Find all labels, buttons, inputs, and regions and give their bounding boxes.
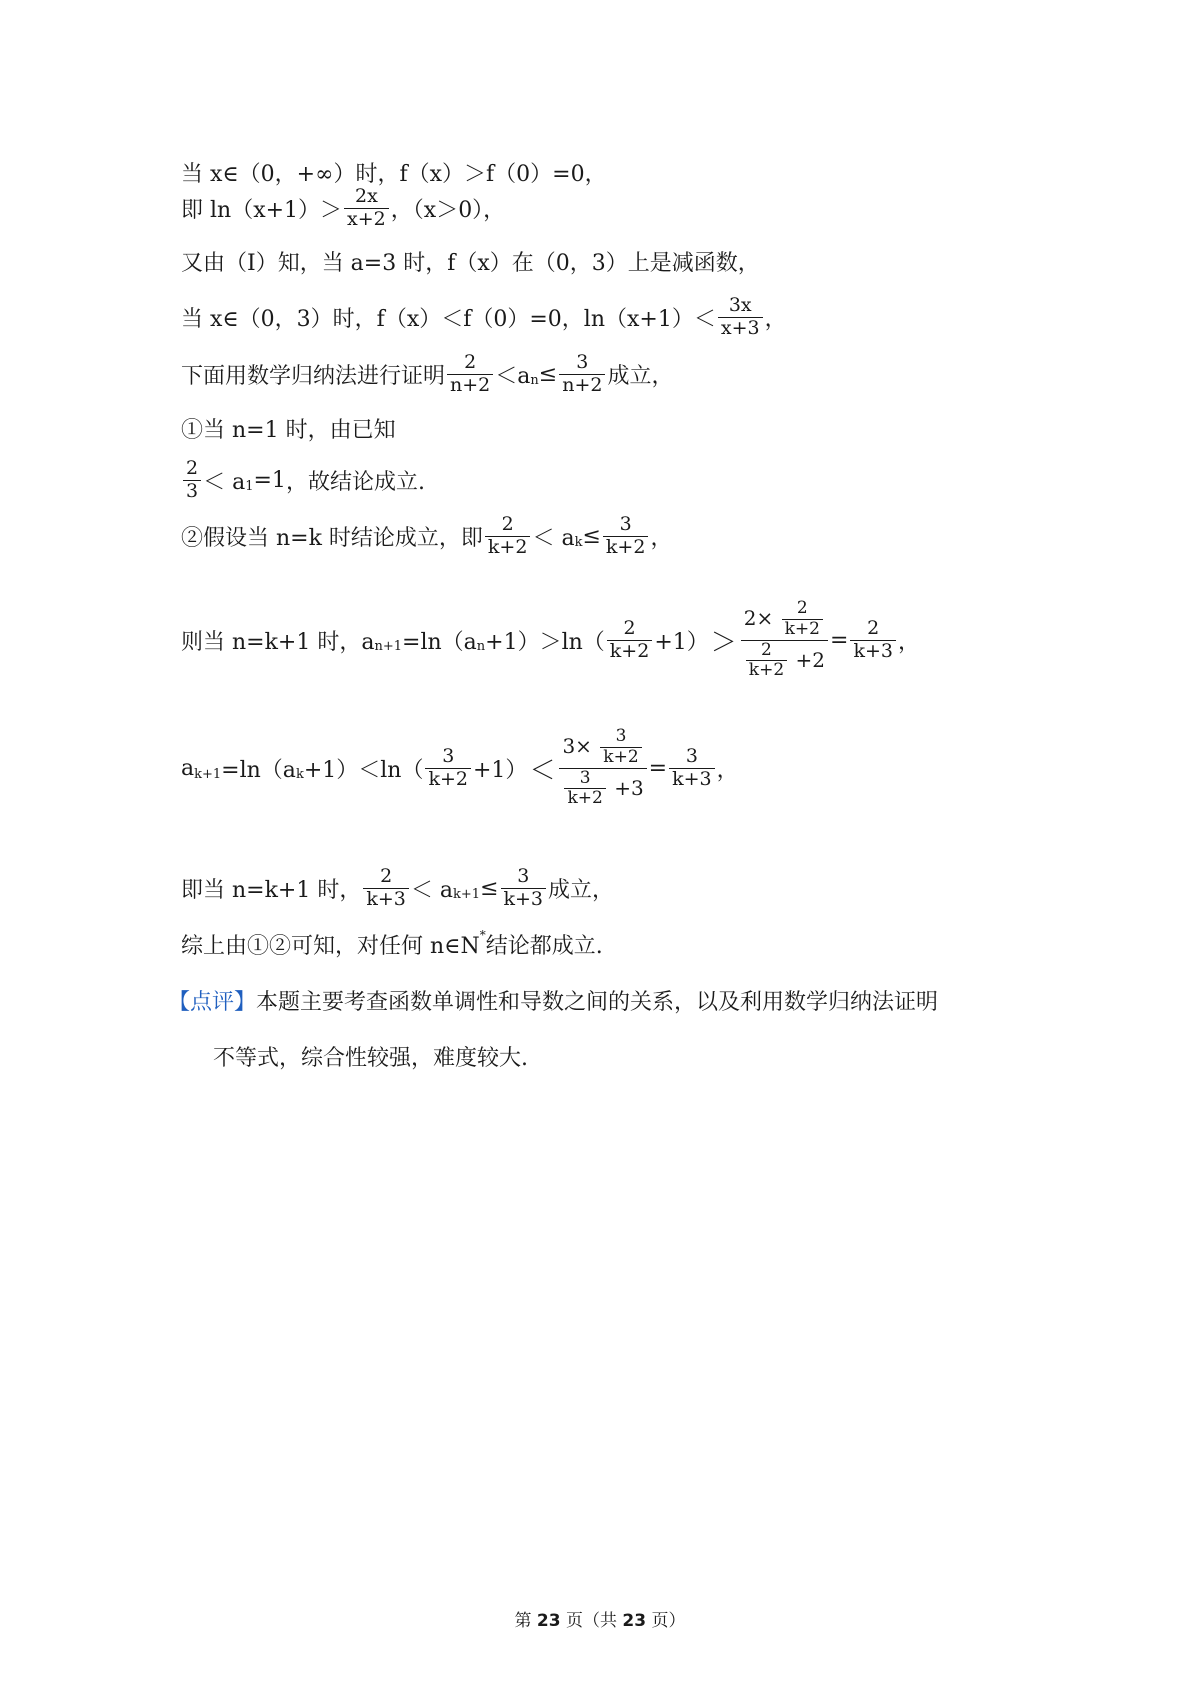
fraction-numerator: 2 [501,512,514,535]
line-9-post: ， [897,629,920,655]
less-than-a: ＜ a [203,469,246,495]
compound-fraction [741,597,828,681]
comment-text-continued: 不等式，综合性较强，难度较大. [213,1045,528,1071]
compound-denominator [741,640,828,681]
line-5 [181,346,673,402]
superscript-star: * [479,928,486,942]
line-9-mid: =ln（a [402,629,477,655]
fraction-2-over-k2 [485,512,531,558]
equals-sign: = [648,755,668,781]
line-5-pre: 下面用数学归纳法进行证明 [181,363,446,389]
line-11-post: 成立， [548,877,615,903]
line-12-post: 结论都成立. [485,933,603,959]
subscript-k: k [295,766,304,782]
line-1-text: 当 x∈（0，+∞）时，f（x）＞f（0）=0， [181,161,607,187]
fraction-denominator: k+3 [363,888,409,910]
fraction-numerator: 3 [685,744,698,767]
fraction-denominator: k+2 [600,747,641,767]
line-10-mid: =ln（a [221,757,296,783]
fraction-denominator: k+2 [485,536,531,558]
fraction-numerator: 3 [517,864,530,887]
less-than-a: ＜ a [532,525,575,551]
page-number: 23 [536,1611,561,1631]
line-4-pre: 当 x∈（0，3）时，f（x）＜f（0）=0，ln（x+1）＜ [181,306,716,332]
line-10-post: ， [716,757,739,783]
line-7-post: ，故结论成立. [285,469,425,495]
inner-fraction [600,725,641,767]
fraction-denominator: 3 [183,480,201,502]
subscript-n: n [530,372,539,388]
subscript-n: n [476,638,486,654]
compound-fraction [559,725,646,809]
less-than-a: ＜ a [410,877,454,903]
line-7 [181,452,425,508]
footer-post: 页） [646,1611,686,1631]
subscript-n-plus-1: n+1 [374,638,403,654]
line-9-mid2: +1）＞ln（ [485,629,605,655]
equals-sign: = [830,627,849,653]
compound-numerator [559,725,646,768]
fraction-3-over-k3 [501,864,547,910]
comment-tag: 【点评】 [168,989,257,1015]
fraction-denominator: x+2 [344,208,389,230]
line-3-text: 又由（Ⅰ）知，当 a=3 时，f（x）在（0，3）上是减函数， [181,250,760,276]
less-equal-sign: ≤ [480,875,499,901]
fraction-denominator: n+2 [447,374,493,396]
line-3 [181,233,760,289]
fraction-2-over-3 [183,456,201,502]
page-footer [0,1606,1200,1631]
line-6 [181,400,396,456]
fraction-numerator: 3 [442,744,455,767]
fraction-numerator: 2 [796,597,808,618]
fraction-numerator: 3 [615,725,627,746]
footer-pre: 第 [514,1611,537,1631]
line-8 [181,508,672,564]
line-11 [181,860,614,916]
line-5-post: 成立， [607,363,674,389]
fraction-numerator: 2x [355,184,378,207]
two-times: 2× [743,605,774,630]
line-13 [168,972,938,1028]
fraction-2-over-k2 [607,616,653,662]
plus-three: +3 [614,775,644,800]
fraction-numerator: 2 [464,350,477,373]
fraction-2-over-k3 [363,864,409,910]
fraction-numerator: 2 [380,864,393,887]
fraction-denominator: k+2 [564,788,605,808]
fraction-denominator: n+2 [559,374,605,396]
fraction-denominator: k+3 [850,640,896,662]
line-9-pre: 则当 n=k+1 时，a [181,629,375,655]
line-11-pre: 即当 n=k+1 时， [181,877,362,903]
fraction-2x-over-x2 [344,184,389,230]
fraction-3-over-n2 [559,350,605,396]
fraction-denominator: k+2 [425,768,471,790]
three-times: 3× [562,733,592,758]
line-10 [181,725,739,809]
fraction-2-over-n2 [447,350,493,396]
inner-fraction [564,767,605,809]
fraction-numerator: 2 [761,639,772,660]
fraction-numerator: 2 [867,616,880,639]
line-9 [181,597,920,681]
fraction-denominator: k+3 [669,768,715,790]
line-8-pre: ②假设当 n=k 时结论成立，即 [181,525,483,551]
greater-than-sign: ＞ [710,627,737,658]
fraction-denominator: k+3 [501,888,547,910]
comment-text: 本题主要考查函数单调性和导数之间的关系，以及利用数学归纳法证明 [256,989,939,1015]
fraction-denominator: k+2 [607,640,653,662]
fraction-3-over-k3 [669,744,715,790]
less-equal-sign: ≤ [538,361,558,387]
subscript-k-plus-1: k+1 [453,886,481,902]
fraction-denominator: x+3 [718,317,763,339]
line-10-pre: a [181,755,195,781]
less-than-sign: ＜ [529,755,556,786]
fraction-denominator: k+2 [746,660,787,680]
inner-fraction [782,597,823,639]
fraction-3x-over-x3 [718,293,763,339]
fraction-numerator: 2 [186,456,199,479]
plus-one-paren: +1） [654,629,709,655]
inner-fraction [746,639,787,681]
fraction-numerator: 2 [623,616,636,639]
line-4 [181,289,787,345]
subscript-k-plus-1: k+1 [194,766,222,782]
fraction-3-over-k2 [425,744,471,790]
footer-mid: 页（共 [560,1611,623,1631]
equals-one: =1 [253,467,286,493]
line-2 [181,180,505,236]
line-6-text: ①当 n=1 时，由已知 [181,417,396,443]
fraction-numerator: 3x [728,293,752,316]
less-equal-sign: ≤ [582,523,601,549]
line-12 [181,916,603,972]
fraction-numerator: 3 [619,512,632,535]
line-14 [213,1028,528,1084]
fraction-denominator: k+2 [782,619,823,639]
fraction-2-over-k3 [850,616,896,662]
fraction-numerator: 3 [576,350,589,373]
compound-numerator [741,597,828,640]
compound-denominator [559,768,646,809]
fraction-numerator: 3 [579,767,591,788]
fraction-3-over-k2 [603,512,649,558]
subscript-k: k [574,534,583,550]
plus-one-paren: +1） [473,757,528,783]
line-2-pre: 即 ln（x+1）＞ [181,197,343,223]
line-12-pre: 综上由①②可知，对任何 n∈N [181,933,480,959]
page-total: 23 [622,1611,647,1631]
less-than-a: ＜a [495,363,531,389]
fraction-denominator: k+2 [603,536,649,558]
subscript-1: 1 [245,478,254,494]
line-2-post: ，（x＞0）， [390,197,506,223]
line-10-mid2: +1）＜ln（ [303,757,424,783]
plus-two: +2 [795,647,825,672]
line-4-post: ， [764,306,787,332]
line-8-post: ， [650,525,673,551]
